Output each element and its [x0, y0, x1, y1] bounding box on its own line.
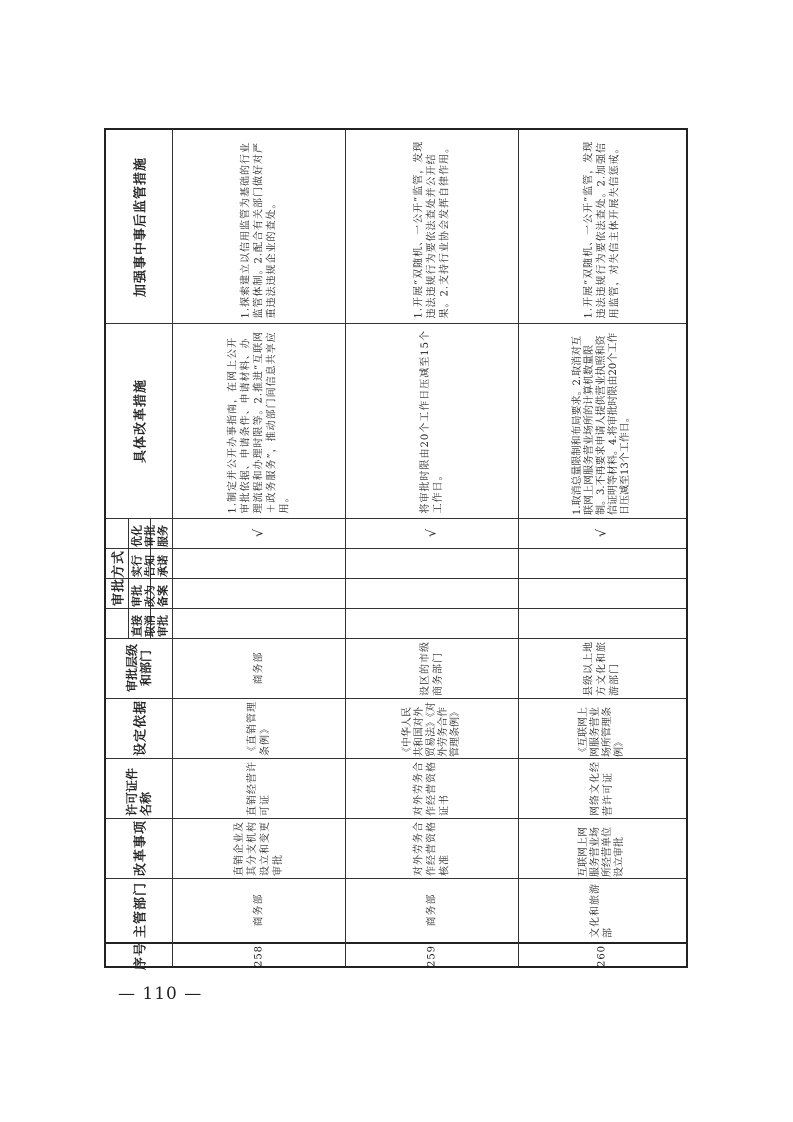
row-line	[106, 548, 686, 549]
row-259-license-name: 对外劳务合作经营资格证书	[413, 761, 450, 816]
row-260-supervision: 1.开展“双随机、一公开”监管，发现违法违规行为要依法查处。2.加强信用监管，对失信主体开展失信惩戒。	[583, 140, 621, 318]
row-258-license-name: 直销经营许可证	[246, 761, 271, 816]
row-258-basis: 《直销管理条例》	[246, 701, 271, 756]
row-260-optimize-check: √	[594, 528, 610, 538]
row-260-level: 县级以上地方文化和旅游部门	[583, 641, 621, 696]
row-259-seq: 259	[426, 944, 437, 968]
row-258-reform-item: 直销企业及其分支机构设立和变更审批	[233, 821, 284, 876]
row-line	[106, 608, 686, 609]
row-259-basis: 《中华人民共和国对外贸易法》《对外劳务合作管理条例》	[401, 702, 461, 757]
header-supervision: 加强事中事后监管措施	[133, 156, 149, 297]
row-259-measures: 将审批时限由20个工作日压减至15个工作日。	[419, 329, 444, 513]
row-258-level: 商务部	[253, 651, 264, 685]
row-260-measures: 1.取消总量限制和布局要求。2.取消对互联网上网服务营业场所的计算机数量限制。3.不再要求申请人提供营业执照和资信证明等材料。4.将审批时限由20个工作日压减至13个工作日。	[572, 332, 631, 515]
header-license-name: 许可证件名称	[125, 767, 153, 816]
row-260-license-name: 网络文化经营许可证	[590, 761, 614, 816]
row-line	[106, 578, 686, 579]
row-258-measures: 1.制定并公开办事指南，在网上公开审批依据、申请条件、申请材料、办理流程和办理时限等。2.推进“互联网＋政务服务”，推动部门间信息共享应用。	[227, 330, 290, 513]
header-method-optimize: 优化审批服务	[130, 525, 170, 547]
row-259-department: 商务部	[426, 893, 437, 927]
header-level: 审批层级和部门	[125, 644, 153, 693]
header-department: 主管部门	[133, 881, 149, 939]
header-method-filing: 审批改为备案	[130, 585, 170, 607]
row-258-optimize-check: √	[251, 528, 266, 538]
row-260-reform-item: 互联网上网服务营业场所经营单位设立审批	[578, 827, 625, 877]
row-258-seq: 258	[253, 944, 264, 968]
row-260-department: 文化和旅游部	[590, 883, 614, 938]
reform-table	[104, 128, 688, 968]
header-method-commit: 实行告知承诺	[130, 555, 170, 577]
header-approval-method: 审批方式	[111, 549, 127, 607]
row-258-department: 商务部	[253, 893, 264, 927]
header-measures: 具体改革措施	[133, 378, 149, 463]
header-basis: 设定依据	[133, 699, 149, 757]
header-seq: 序号	[133, 942, 149, 970]
page-number: — 110 —	[118, 984, 203, 1004]
header-method-cancel: 直接取消审批	[130, 615, 170, 637]
row-259-reform-item: 对外劳务合作经营资格核准	[413, 821, 450, 876]
row-260-seq: 260	[596, 944, 608, 968]
row-259-optimize-check: √	[424, 528, 439, 538]
row-259-supervision: 1.开展“双随机、一公开”监管，发现违法违规行为要依法查处并公开结果。2.支持行业协会发挥自律作用。	[413, 140, 450, 318]
row-260-basis: 《互联网上网服务营业场所管理条例》	[578, 707, 625, 757]
row-259-level: 设区的市级商务部门	[419, 641, 444, 696]
row-258-supervision: 1.探索建立以信用监管为基础的行业监管体制。2.配合有关部门做好对严重违法违规企业的查处。	[240, 141, 277, 318]
header-reform-item: 改革事项	[133, 819, 149, 877]
